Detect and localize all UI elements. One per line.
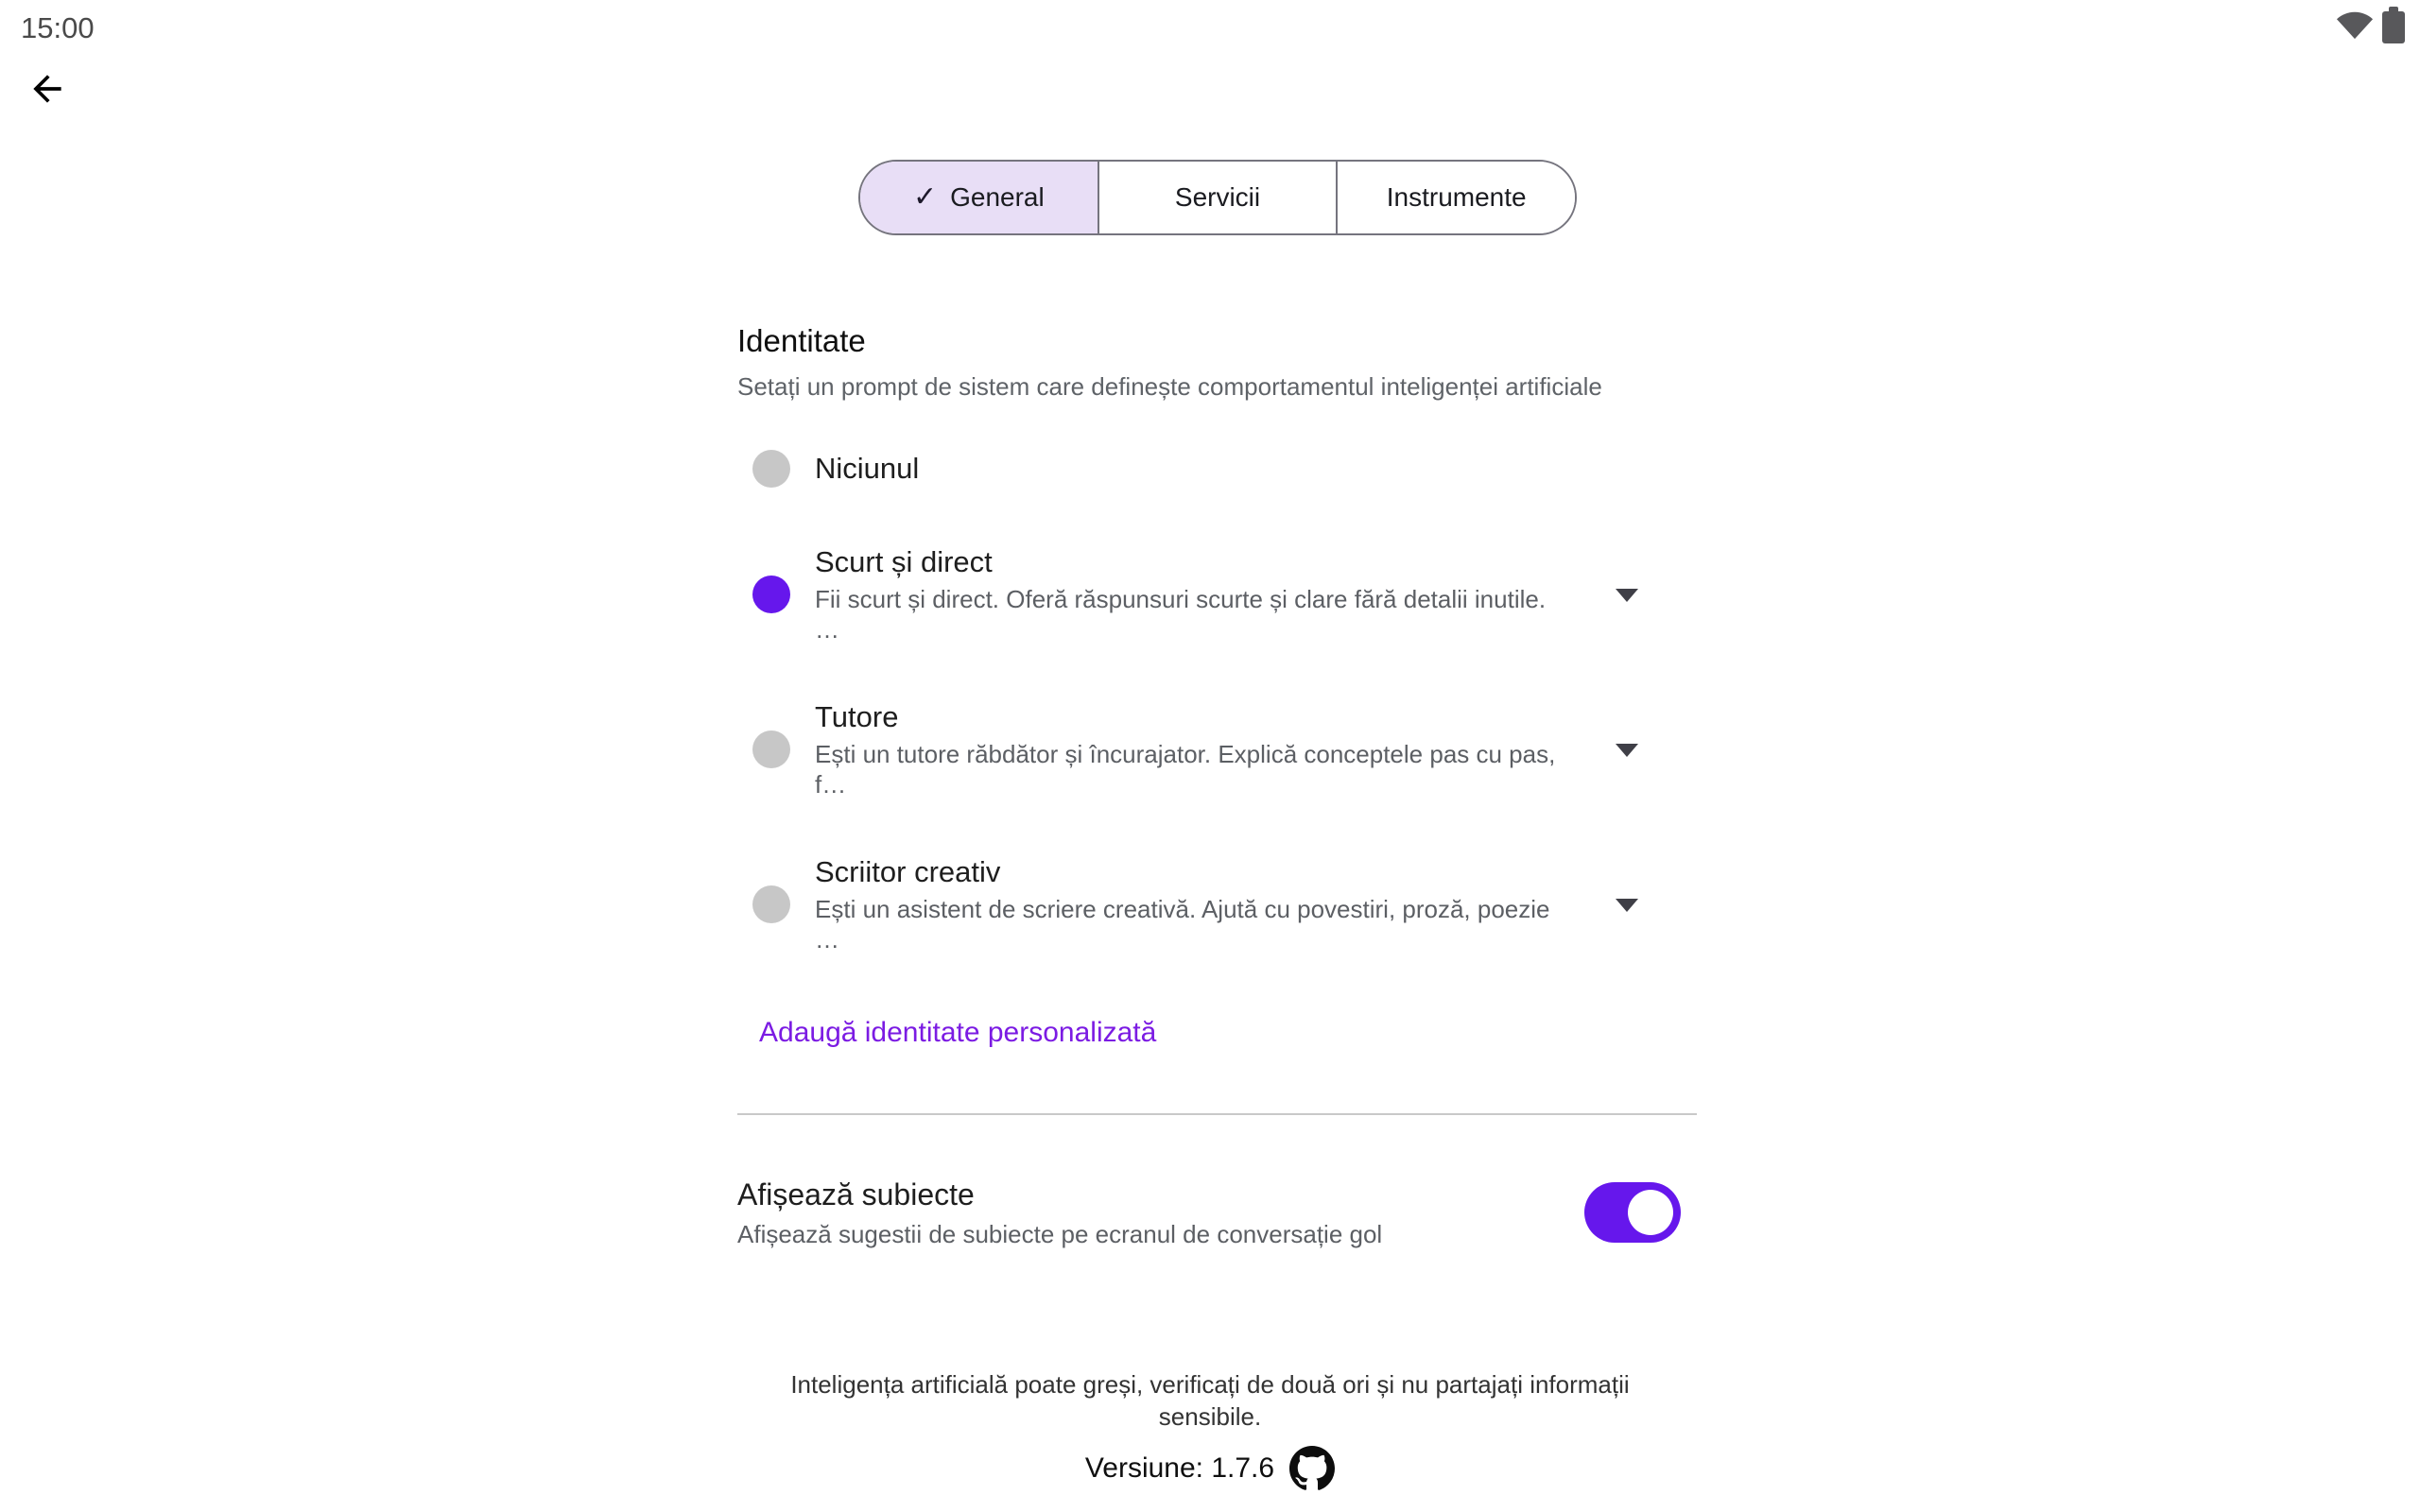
ai-disclaimer-line1: Inteligența artificială poate greși, verificați de două ori și nu partajați informații bbox=[790, 1370, 1630, 1399]
radio-icon[interactable] bbox=[752, 730, 790, 768]
option-text bbox=[815, 699, 1697, 799]
check-icon: ✓ bbox=[912, 181, 938, 213]
settings-content bbox=[737, 322, 1697, 1249]
arrow-left-icon bbox=[26, 68, 68, 114]
show-topics-toggle[interactable] bbox=[1584, 1182, 1681, 1243]
option-label: Scurt și direct bbox=[815, 545, 993, 578]
radio-icon[interactable] bbox=[752, 576, 790, 613]
status-bar-time: 15:00 bbox=[21, 11, 95, 44]
tab-instrumente[interactable] bbox=[1336, 162, 1575, 233]
option-label: Tutore bbox=[815, 700, 899, 733]
chevron-down-icon[interactable] bbox=[1616, 589, 1638, 602]
tab-servicii[interactable] bbox=[1098, 162, 1337, 233]
tab-general[interactable] bbox=[860, 162, 1098, 233]
identity-option-row[interactable] bbox=[737, 448, 1697, 490]
back-button[interactable] bbox=[25, 68, 70, 113]
option-description: Fii scurt și direct. Oferă răspunsuri scurte și clare fără detalii inutile. … bbox=[815, 585, 1547, 644]
battery-icon bbox=[2382, 11, 2405, 43]
tab-bar bbox=[858, 160, 1577, 235]
option-label: Niciunul bbox=[815, 452, 920, 485]
footer bbox=[0, 1368, 2420, 1491]
option-description: Ești un asistent de scriere creativă. Ajută cu povestiri, proză, poezie … bbox=[815, 895, 1550, 954]
radio-icon[interactable] bbox=[752, 885, 790, 923]
tab-instrumente-label: Instrumente bbox=[1386, 182, 1527, 212]
ai-disclaimer-line2: sensibile. bbox=[1158, 1402, 1262, 1431]
chevron-down-icon[interactable] bbox=[1616, 744, 1638, 757]
show-topics-description: Afișează sugestii de subiecte pe ecranul de conversație gol bbox=[737, 1220, 1383, 1248]
option-description: Ești un tutore răbdător și încurajator. Explică conceptele pas cu pas, f… bbox=[815, 740, 1556, 799]
wifi-icon bbox=[2335, 8, 2375, 40]
chevron-down-icon[interactable] bbox=[1616, 899, 1638, 912]
option-text bbox=[815, 854, 1697, 954]
radio-icon[interactable] bbox=[752, 450, 790, 488]
show-topics-title: Afișează subiecte bbox=[737, 1177, 975, 1211]
identity-option-row[interactable] bbox=[737, 854, 1697, 954]
option-label: Scriitor creativ bbox=[815, 855, 1001, 888]
show-topics-row bbox=[737, 1176, 1697, 1249]
show-topics-text bbox=[737, 1176, 1382, 1249]
divider bbox=[737, 1113, 1697, 1115]
identity-section-description: Setați un prompt de sistem care definește comportamentul inteligenței artificiale bbox=[737, 372, 1602, 401]
tab-servicii-label: Servicii bbox=[1174, 182, 1261, 212]
option-text bbox=[815, 544, 1697, 644]
tab-general-label: General bbox=[950, 182, 1045, 212]
identity-option-row[interactable] bbox=[737, 544, 1697, 644]
identity-option-row[interactable] bbox=[737, 699, 1697, 799]
toggle-thumb-icon bbox=[1628, 1190, 1673, 1235]
version-label: Versiune: 1.7.6 bbox=[1084, 1452, 1275, 1484]
identity-options-list bbox=[737, 448, 1697, 954]
version-row bbox=[0, 1446, 2420, 1491]
github-icon[interactable] bbox=[1289, 1446, 1335, 1491]
ai-disclaimer bbox=[0, 1368, 2420, 1433]
identity-section-title: Identitate bbox=[737, 323, 866, 358]
add-custom-identity-link[interactable]: Adaugă identitate personalizată bbox=[759, 1017, 1157, 1048]
status-bar-icons bbox=[2335, 8, 2405, 43]
option-text bbox=[815, 451, 1042, 487]
